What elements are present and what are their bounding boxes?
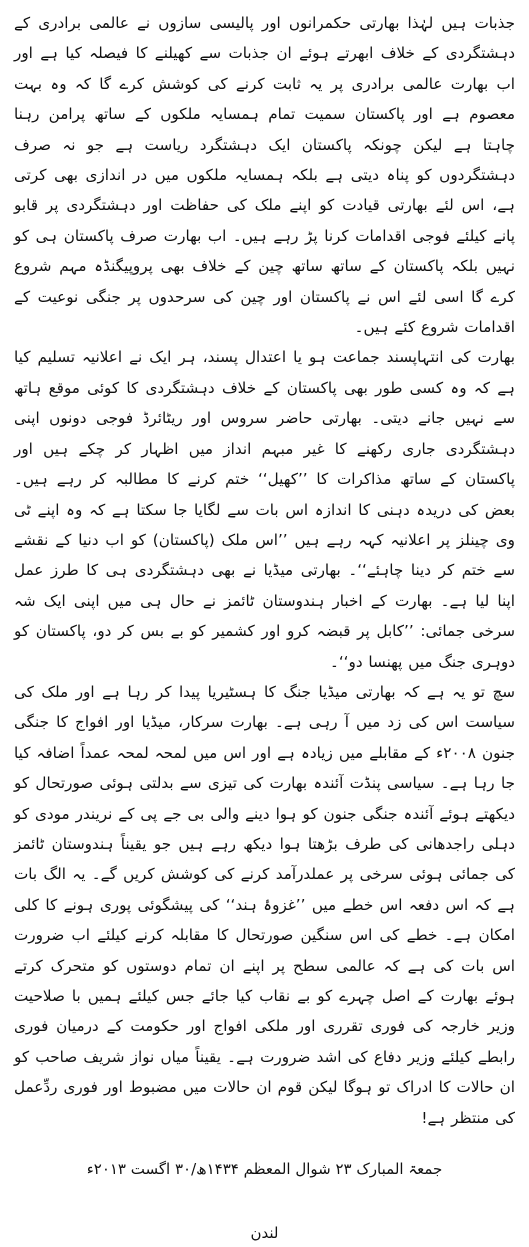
place-name: لندن	[250, 1224, 279, 1243]
date-line: جمعۃ المبارک ۲۳ شوال المعظم ۱۴۳۴ھ/۳۰ اگست ۲۰۱۳ء	[86, 1160, 443, 1179]
article-paragraph-2: بھارت کی انتہاپسند جماعت ہو یا اعتدال پسند، ہر ایک نے اعلانیہ تسلیم کیا ہے کہ وہ کسی طور بھی پاکستان کے خلاف دہشتگردی کا کوئی موقع ہاتھ سے نہیں جانے دیتی۔ بھارتی حاضر سروس اور ریٹائرڈ فوجی دونوں اپنی دہشتگردی جاری رکھنے کا غیر مبہم انداز میں اظہار کر چکے ہیں اور پاکستان کے ساتھ مذاکرات کا ’’کھیل‘‘ ختم کرنے کا مطالبہ کر رہے ہیں۔ بعض کی دریدہ دہنی کا اندازہ اس بات سے لگایا جا سکتا ہے کہ وہ اپنے ٹی وی چینلز پر اعلانیہ کہہ رہے ہیں ’’اس ملک (پاکستان) کو اب دنیا کے نقشے سے ختم کر دینا چاہئے‘‘۔ بھارتی میڈیا نے بھی دہشتگردی ہی کا طرز عمل اپنا لیا ہے۔ بھارت کے اخبار ہندوستان ٹائمز نے حال ہی میں اپنی ایک شہ سرخی جمائی: ’’کابل پر قبضہ کرو اور کشمیر کو بے بس کر دو، پاکستان کو دوہری جنگ میں پھنسا دو‘‘۔	[14, 348, 515, 671]
article-paragraph-1: جذبات ہیں لہٰذا بھارتی حکمرانوں اور پالیسی سازوں نے عالمی برادری کے دہشتگردی کے خلاف ابھرتے ہوئے ان جذبات سے کھیلنے کا فیصلہ کیا ہے اور اب بھارت عالمی برادری پر یہ ثابت کرنے کی کوشش کرے گا کہ وہ بہت معصوم ہے اور پاکستان سمیت تمام ہمسایہ ملکوں کے ساتھ پرامن رہنا چاہتا ہے لیکن چونکہ پاکستان ایک دہشتگرد ریاست ہے جو نہ صرف دہشتگردوں کو پناہ دیتی ہے بلکہ ہمسایہ ملکوں میں در اندازی بھی کرتی ہے، اس لئے بھارتی قیادت کو اپنے ملک کی حفاظت اور دہشتگردی پر قابو پانے کیلئے فوجی اقدامات کرنا پڑ رہے ہیں۔ اب بھارت صرف پاکستان ہی کو نہیں بلکہ پاکستان کے ساتھ ساتھ چین کے خلاف بھی پروپیگنڈہ مہم شروع کرے گا اسی لئے اس نے پاکستان اور چین کی سرحدوں پر جنگی نوعیت کے اقدامات شروع کئے ہیں۔	[14, 14, 515, 337]
article-paragraph-3: سچ تو یہ ہے کہ بھارتی میڈیا جنگ کا ہسٹیریا پیدا کر رہا ہے اور ملک کی سیاست اس کی زد میں آ رہی ہے۔ بھارت سرکار، میڈیا اور افواج کا جنگی جنون ۲۰۰۸ء کے مقابلے میں زیادہ ہے اور اس میں لمحہ لمحہ عمداً اضافہ کیا جا رہا ہے۔ سیاسی پنڈت آئندہ بھارت کی تیزی سے بدلتی ہوئی صورتحال کو دیکھتے ہوئے آئندہ جنگی جنون کو ہوا دینے والی بی جے پی کے نریندر مودی کو دہلی راجدھانی کی طرف بڑھتا ہوا دیکھ رہے ہیں جو یقیناً ہندوستان ٹائمز کی جمائی ہوئی سرخی پر عملدرآمد کرنے کی کوشش کریں گے۔ یہ الگ بات ہے کہ اس دفعہ اس خطے میں ’’غزوۂ ہند‘‘ کی پیشگوئی پوری ہونے کا کلی امکان ہے۔ خطے کی اس سنگین صورتحال کا مقابلہ کرنے کیلئے اب ضرورت اس بات کی ہے کہ عالمی سطح پر اپنے ان تمام دوستوں کو متحرک کرتے ہوئے بھارت کے اصل چہرے کو بے نقاب کیا جائے جس کیلئے ہمیں با صلاحیت وزیر خارجہ کی فوری تقرری اور ملکی افواج اور حکومت کے درمیان فوری رابطے کیلئے وزیر دفاع کی اشد ضرورت ہے۔ یقیناً میاں نواز شریف صاحب کو ان حالات کا ادراک تو ہوگا لیکن قوم ان حالات میں مضبوط اور فوری ردِّعمل کی منتظر ہے!	[14, 682, 515, 1127]
article-page	[14, 8, 515, 1243]
